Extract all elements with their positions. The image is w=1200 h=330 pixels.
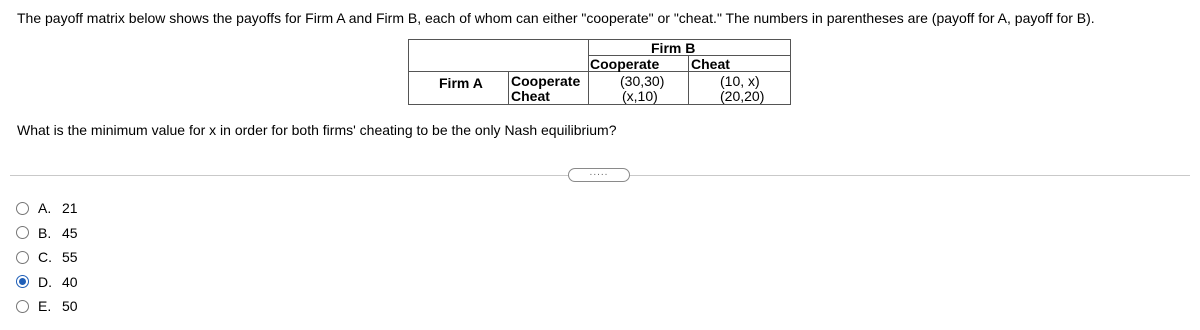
col-header-cheat: Cheat (691, 56, 730, 72)
radio-button[interactable] (16, 202, 29, 215)
radio-button[interactable] (16, 226, 29, 239)
row-player-label: Firm A (439, 75, 483, 91)
question-prompt: What is the minimum value for x in order for both firms' cheating to be the only Nash equilibrium? (17, 122, 617, 138)
payoff-cell: (10, x) (720, 73, 760, 89)
option-letter: B. (38, 224, 52, 241)
payoff-cell: (x,10) (622, 88, 658, 104)
option-value: 21 (62, 200, 78, 217)
option-value: 55 (62, 249, 78, 266)
matrix-divider (588, 40, 589, 104)
matrix-divider (508, 71, 509, 104)
answer-option-d[interactable] (16, 270, 78, 295)
col-player-label: Firm B (651, 40, 696, 56)
option-letter: E. (38, 298, 52, 315)
option-value: 50 (62, 298, 78, 315)
radio-button[interactable] (16, 300, 29, 313)
payoff-cell: (20,20) (720, 88, 765, 104)
col-header-cooperate: Cooperate (590, 56, 660, 72)
answer-option-e[interactable] (16, 294, 78, 319)
radio-button[interactable] (16, 251, 29, 264)
answer-option-a[interactable] (16, 196, 78, 221)
option-value: 40 (62, 273, 78, 290)
matrix-divider (688, 55, 689, 104)
row-header-cheat: Cheat (511, 88, 550, 104)
payoff-matrix (408, 39, 791, 105)
radio-button-selected[interactable] (16, 275, 29, 288)
row-header-cooperate: Cooperate (511, 73, 581, 89)
option-value: 45 (62, 224, 78, 241)
answer-options (16, 196, 78, 319)
option-letter: A. (38, 200, 52, 217)
answer-option-c[interactable] (16, 245, 78, 270)
payoff-cell: (30,30) (620, 73, 665, 89)
answer-option-b[interactable] (16, 221, 78, 246)
expand-button[interactable]: ..... (568, 168, 630, 182)
question-intro: The payoff matrix below shows the payoffs for Firm A and Firm B, each of whom can either "cooperate" or "cheat." The numbers in parentheses are (payoff for A, payoff for B). (17, 10, 1095, 26)
option-letter: C. (38, 249, 52, 266)
option-letter: D. (38, 273, 52, 290)
